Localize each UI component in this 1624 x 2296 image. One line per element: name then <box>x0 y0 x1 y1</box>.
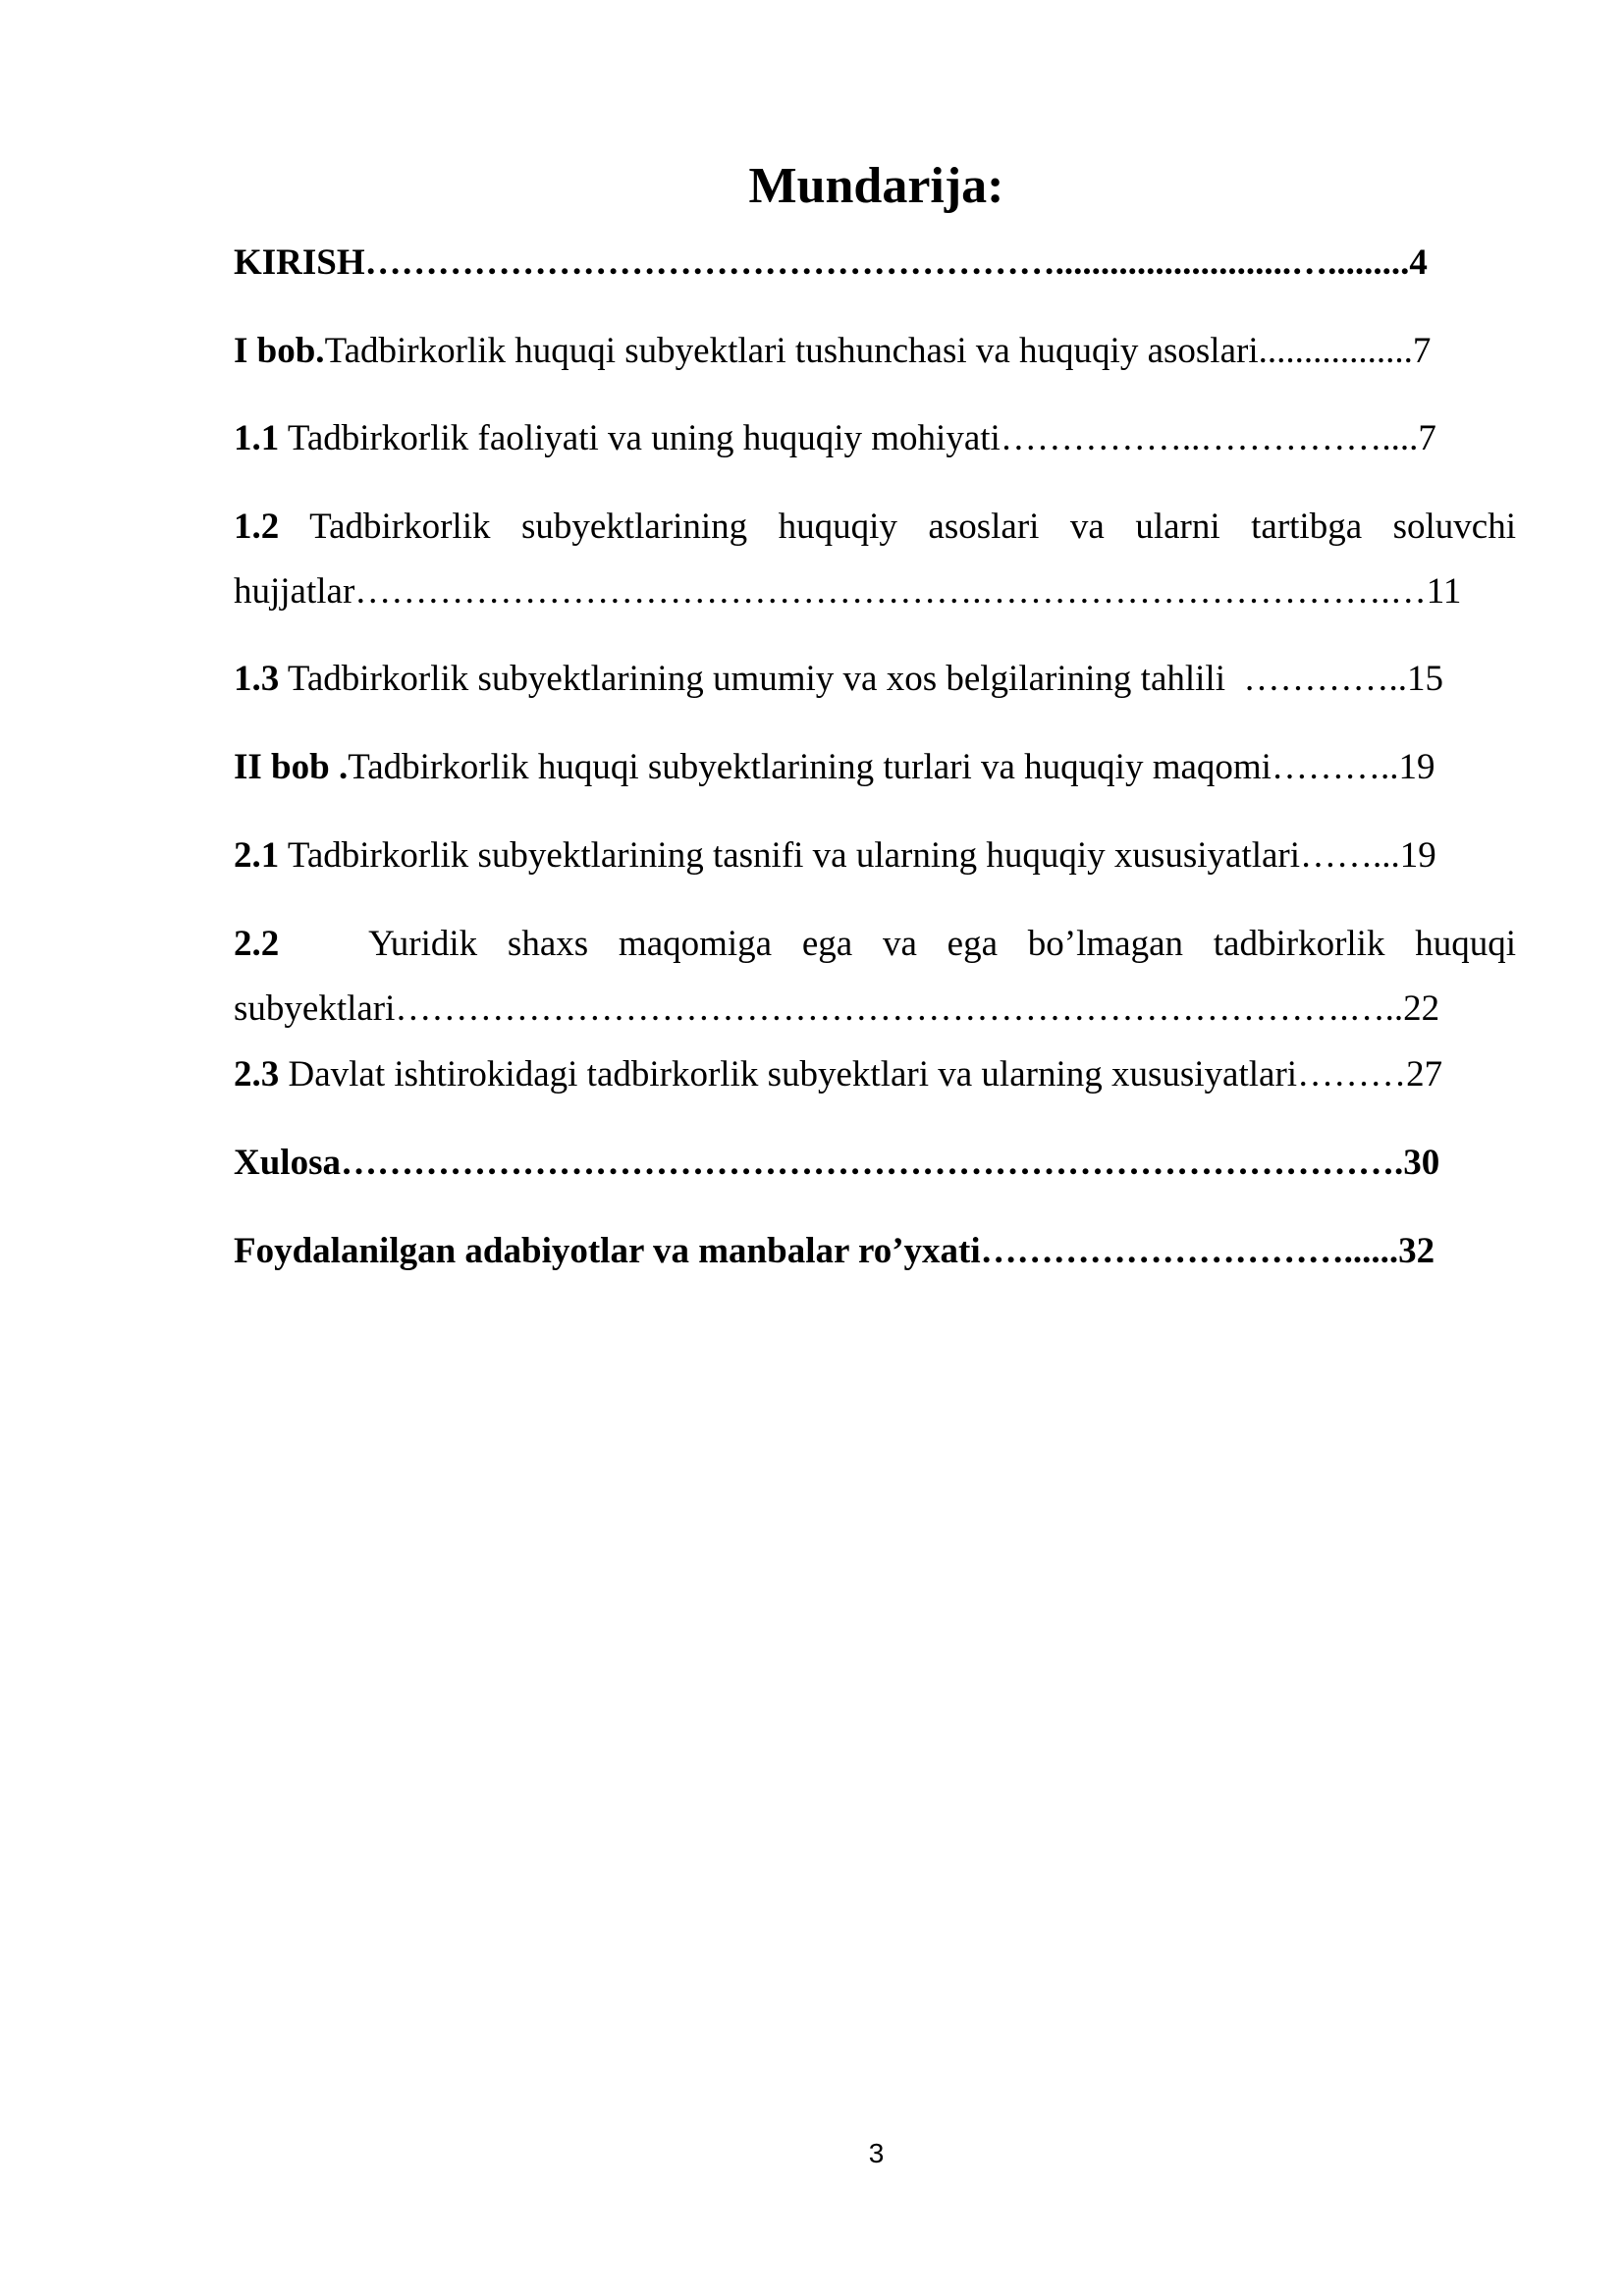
toc-label: Foydalanilgan adabiyotlar va manbalar ro’yxati <box>234 1231 981 1271</box>
toc-label: Xulosa <box>234 1143 341 1183</box>
toc-text: subyektlari <box>234 988 396 1029</box>
toc-entry-section-1-2 <box>234 505 1516 550</box>
toc-section-number: 1.3 <box>234 659 280 699</box>
toc-page-number: 7 <box>1412 331 1432 371</box>
toc-leader: ………….. <box>1243 659 1407 699</box>
toc-text: Davlat ishtirokidagi tadbirkorlik subyektlari va ularning xususiyatlari <box>279 1054 1298 1095</box>
toc-text: Tadbirkorlik subyektlarining umumiy va xos belgilarining tahlili <box>279 659 1244 699</box>
toc-entry-section-1-1 <box>234 416 1516 461</box>
toc-leader: ……………..…………….... <box>1000 418 1419 458</box>
toc-page-number: 27 <box>1406 1054 1443 1095</box>
toc-entry-section-1-2-continued <box>234 569 1516 614</box>
toc-text: Yuridik shaxs maqomiga ega va ega bo’lmagan tadbirkorlik huquqi <box>279 924 1516 964</box>
toc-page-number: 32 <box>1398 1231 1435 1271</box>
toc-page-number: 15 <box>1406 659 1443 699</box>
toc-text: Tadbirkorlik huquqi subyektlari tushunchasi va huquqiy asoslari <box>324 331 1259 371</box>
toc-leader: …………………………………………………..........................…......... <box>364 242 1410 283</box>
toc-text: Tadbirkorlik subyektlarining tasnifi va ularning huquqiy xususiyatlari <box>279 835 1301 876</box>
toc-leader: …………………………………………….…………………………….… <box>354 571 1427 612</box>
toc-entry-xulosa <box>234 1141 1516 1186</box>
toc-page-number: 11 <box>1426 571 1462 612</box>
toc-leader: ……… <box>1297 1054 1407 1095</box>
toc-text: Tadbirkorlik subyektlarining huquqiy asoslari va ularni tartibga soluvchi <box>279 507 1516 547</box>
toc-entry-section-2-1 <box>234 833 1516 879</box>
toc-chapter-label: I bob. <box>234 331 325 371</box>
toc-page-number: 7 <box>1418 418 1436 458</box>
toc-entry-section-2-3 <box>234 1052 1516 1097</box>
toc-leader: ……….. <box>1271 747 1399 787</box>
toc-entry-chapter-1 <box>234 329 1516 374</box>
toc-page-number: 19 <box>1399 835 1436 876</box>
toc-page-number: 19 <box>1398 747 1435 787</box>
toc-entry-section-1-3 <box>234 657 1516 702</box>
toc-text: Tadbirkorlik faoliyati va uning huquqiy mohiyati <box>279 418 1001 458</box>
toc-entry-section-2-2 <box>234 922 1516 967</box>
toc-section-number: 1.1 <box>234 418 280 458</box>
toc-text: hujjatlar <box>234 571 355 612</box>
toc-section-number: 2.2 <box>234 924 280 964</box>
page-number: 3 <box>868 2138 885 2168</box>
toc-text: Tadbirkorlik huquqi subyektlarining turlari va huquqiy maqomi <box>348 747 1272 787</box>
toc-entry-chapter-2 <box>234 745 1516 790</box>
toc-section-number: 1.2 <box>234 507 280 547</box>
toc-leader: ................. <box>1258 331 1413 371</box>
toc-leader: …………………………………………………………………….….. <box>395 988 1404 1029</box>
toc-leader: …………………………...... <box>980 1231 1399 1271</box>
toc-chapter-label: II bob . <box>234 747 349 787</box>
toc-entry-references <box>234 1229 1516 1274</box>
toc-section-number: 2.1 <box>234 835 280 876</box>
toc-entry-kirish <box>234 240 1516 286</box>
toc-page-number: 30 <box>1403 1143 1440 1183</box>
toc-page-number: 22 <box>1403 988 1440 1029</box>
toc-page-number: 4 <box>1409 242 1428 283</box>
toc-section-number: 2.3 <box>234 1054 280 1095</box>
toc-entry-section-2-2-continued <box>234 987 1516 1032</box>
toc-leader: ……... <box>1300 835 1400 876</box>
toc-label: KIRISH <box>234 242 365 283</box>
page-title: Mundarija: <box>748 158 1004 214</box>
toc-leader: ……………………………………………………………………………. <box>340 1143 1404 1183</box>
